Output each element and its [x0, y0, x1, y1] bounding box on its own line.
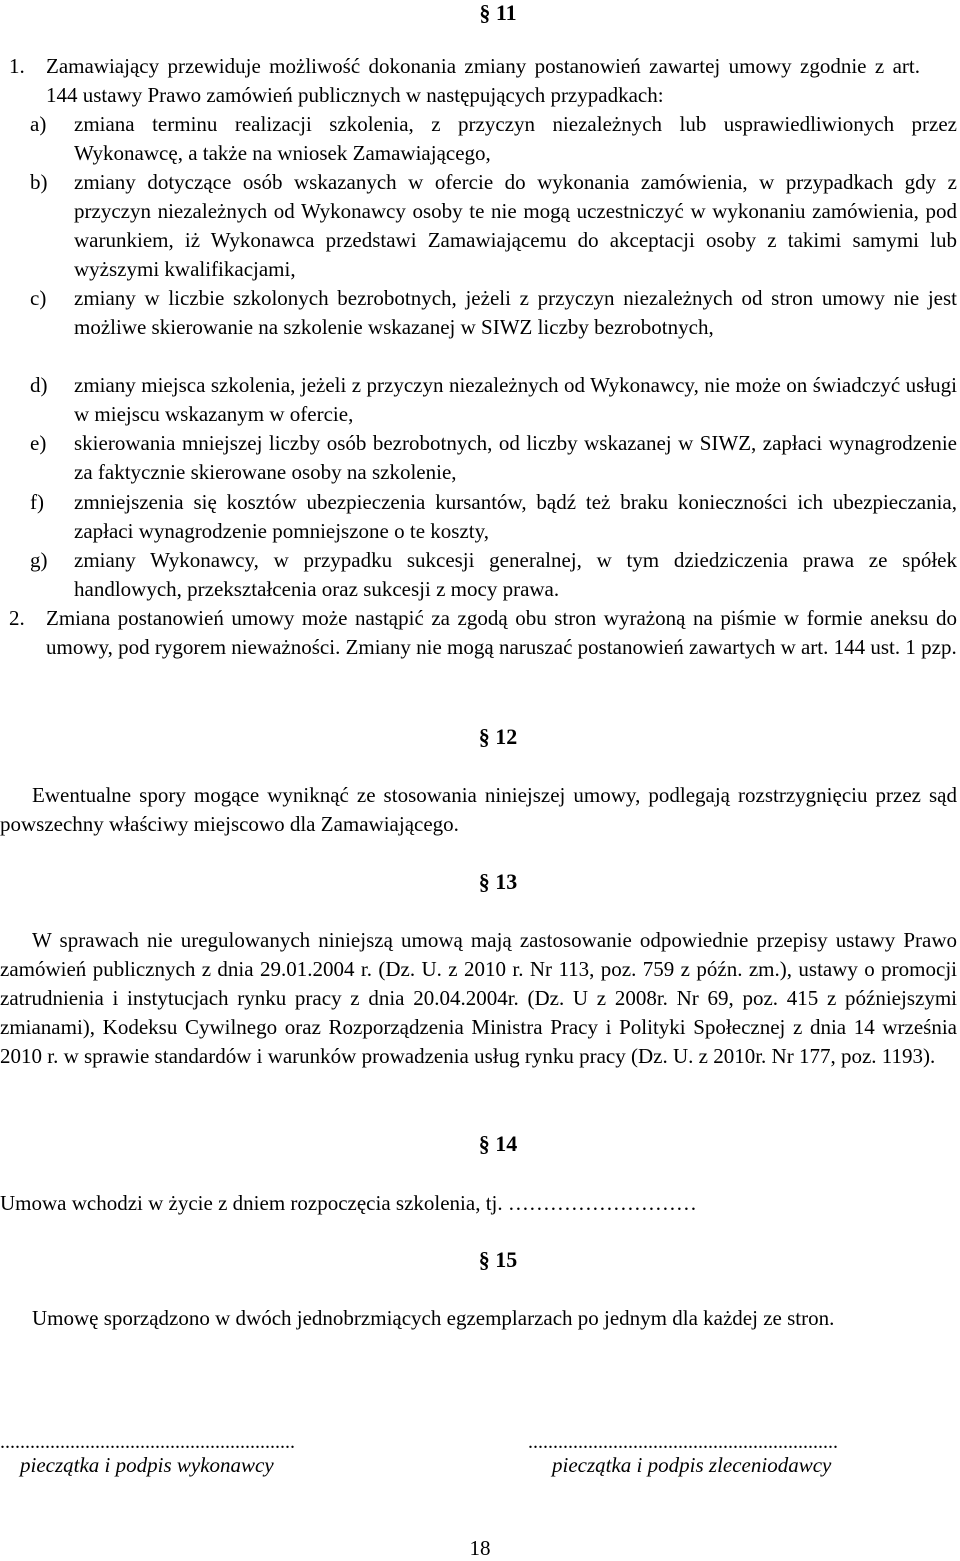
section-15-text: Umowę sporządzono w dwóch jednobrzmiących egzemplarzach po jednym dla każdej ze stron.	[32, 1306, 835, 1330]
signature-label-client: pieczątka i podpis zleceniodawcy	[552, 1453, 832, 1477]
section-14-title: § 14	[478, 1131, 518, 1156]
item-f-label: f)	[30, 490, 44, 514]
item-c-label: c)	[30, 286, 47, 310]
paragraph-1-number: 1.	[9, 54, 25, 78]
section-13-text: W sprawach nie uregulowanych niniejszą umową mają zastosowanie odpowiednie przepisy ustawy Prawo zamówień publicznych z dnia 29.01.2004 r. (Dz. U. z 2010 r. Nr 113, poz. 759 z późn. zm.), ustawy o promocji zatrudnienia i instytucjach rynku pracy z dnia 20.04.2004r. (Dz. U z 2008r. Nr 69, poz. 415 z późniejszymi zmianami), Kodeksu Cywilnego oraz Rozporządzenia Ministra Pracy i Polityki Społecznej z dnia 14 września 2010 r. w sprawie standardów i warunków prowadzenia usług rynku pracy (Dz. U. z 2010r. Nr 177, poz. 1193).	[0, 928, 957, 1069]
item-b-text: zmiany dotyczące osób wskazanych w ofercie do wykonania zamówienia, w przypadkach gdy z przyczyn niezależnych od Wykonawcy osoby te nie mogą uczestniczyć w wykonaniu zamówienia, pod warunkiem, iż Wykonawca przedstawi Zamawiającemu do akceptacji osoby z takimi samymi lub wyższymi kwalifikacjami,	[74, 170, 957, 282]
item-c-text: zmiany w liczbie szkolonych bezrobotnych, jeżeli z przyczyn niezależnych od stron umowy nie jest możliwe skierowanie na szkolenie wskazanej w SIWZ liczby bezrobotnych,	[74, 286, 957, 340]
item-a-text: zmiana terminu realizacji szkolenia, z przyczyn niezależnych lub usprawiedliwionych przez Wykonawcę, a także na wniosek Zamawiającego,	[74, 112, 957, 166]
signature-line-contractor: ...........................................................	[0, 1431, 295, 1453]
item-d-text: zmiany miejsca szkolenia, jeżeli z przyczyn niezależnych od Wykonawcy, nie może on świadczyć usługi w miejscu wskazanym w ofercie,	[74, 373, 957, 427]
section-12-title: § 12	[478, 724, 518, 749]
signature-label-contractor: pieczątka i podpis wykonawcy	[20, 1453, 274, 1477]
item-g-text: zmiany Wykonawcy, w przypadku sukcesji generalnej, w tym dziedziczenia prawa ze spółek handlowych, przekształcenia oraz sukcesji z mocy prawa.	[74, 548, 957, 602]
item-d-label: d)	[30, 373, 48, 397]
paragraph-2-number: 2.	[9, 606, 25, 630]
item-e-label: e)	[30, 431, 47, 455]
paragraph-1-intro: Zamawiający przewiduje możliwość dokonania zmiany postanowień zawartej umowy zgodnie z art. 144 ustawy Prawo zamówień publicznych w następujących przypadkach:	[46, 54, 920, 108]
section-14-text: Umowa wchodzi w życie z dniem rozpoczęcia szkolenia, tj. ………………………	[0, 1191, 697, 1215]
item-g-label: g)	[30, 548, 48, 572]
item-f-text: zmniejszenia się kosztów ubezpieczenia kursantów, bądź też braku konieczności ich ubezpieczania, zapłaci wynagrodzenie pomniejszone o te koszty,	[74, 490, 957, 544]
page-number: 18	[469, 1536, 491, 1560]
section-12-text: Ewentualne spory mogące wyniknąć ze stosowania niniejszej umowy, podlegają rozstrzygnięciu przez sąd powszechny właściwy miejscowo dla Zamawiającego.	[0, 783, 957, 837]
item-e-text: skierowania mniejszej liczby osób bezrobotnych, od liczby wskazanej w SIWZ, zapłaci wynagrodzenie za faktycznie skierowane osoby na szkolenie,	[74, 431, 957, 485]
section-13-title: § 13	[478, 869, 518, 894]
item-b-label: b)	[30, 170, 48, 194]
item-a-label: a)	[30, 112, 47, 136]
signature-line-client: ..............................................................	[528, 1431, 838, 1453]
section-11-title: § 11	[479, 0, 517, 25]
section-15-title: § 15	[478, 1247, 518, 1272]
paragraph-2-text: Zmiana postanowień umowy może nastąpić za zgodą obu stron wyrażoną na piśmie w formie aneksu do umowy, pod rygorem nieważności. Zmiany nie mogą naruszać postanowień zawartych w art. 144 ust. 1 pzp.	[46, 606, 957, 660]
